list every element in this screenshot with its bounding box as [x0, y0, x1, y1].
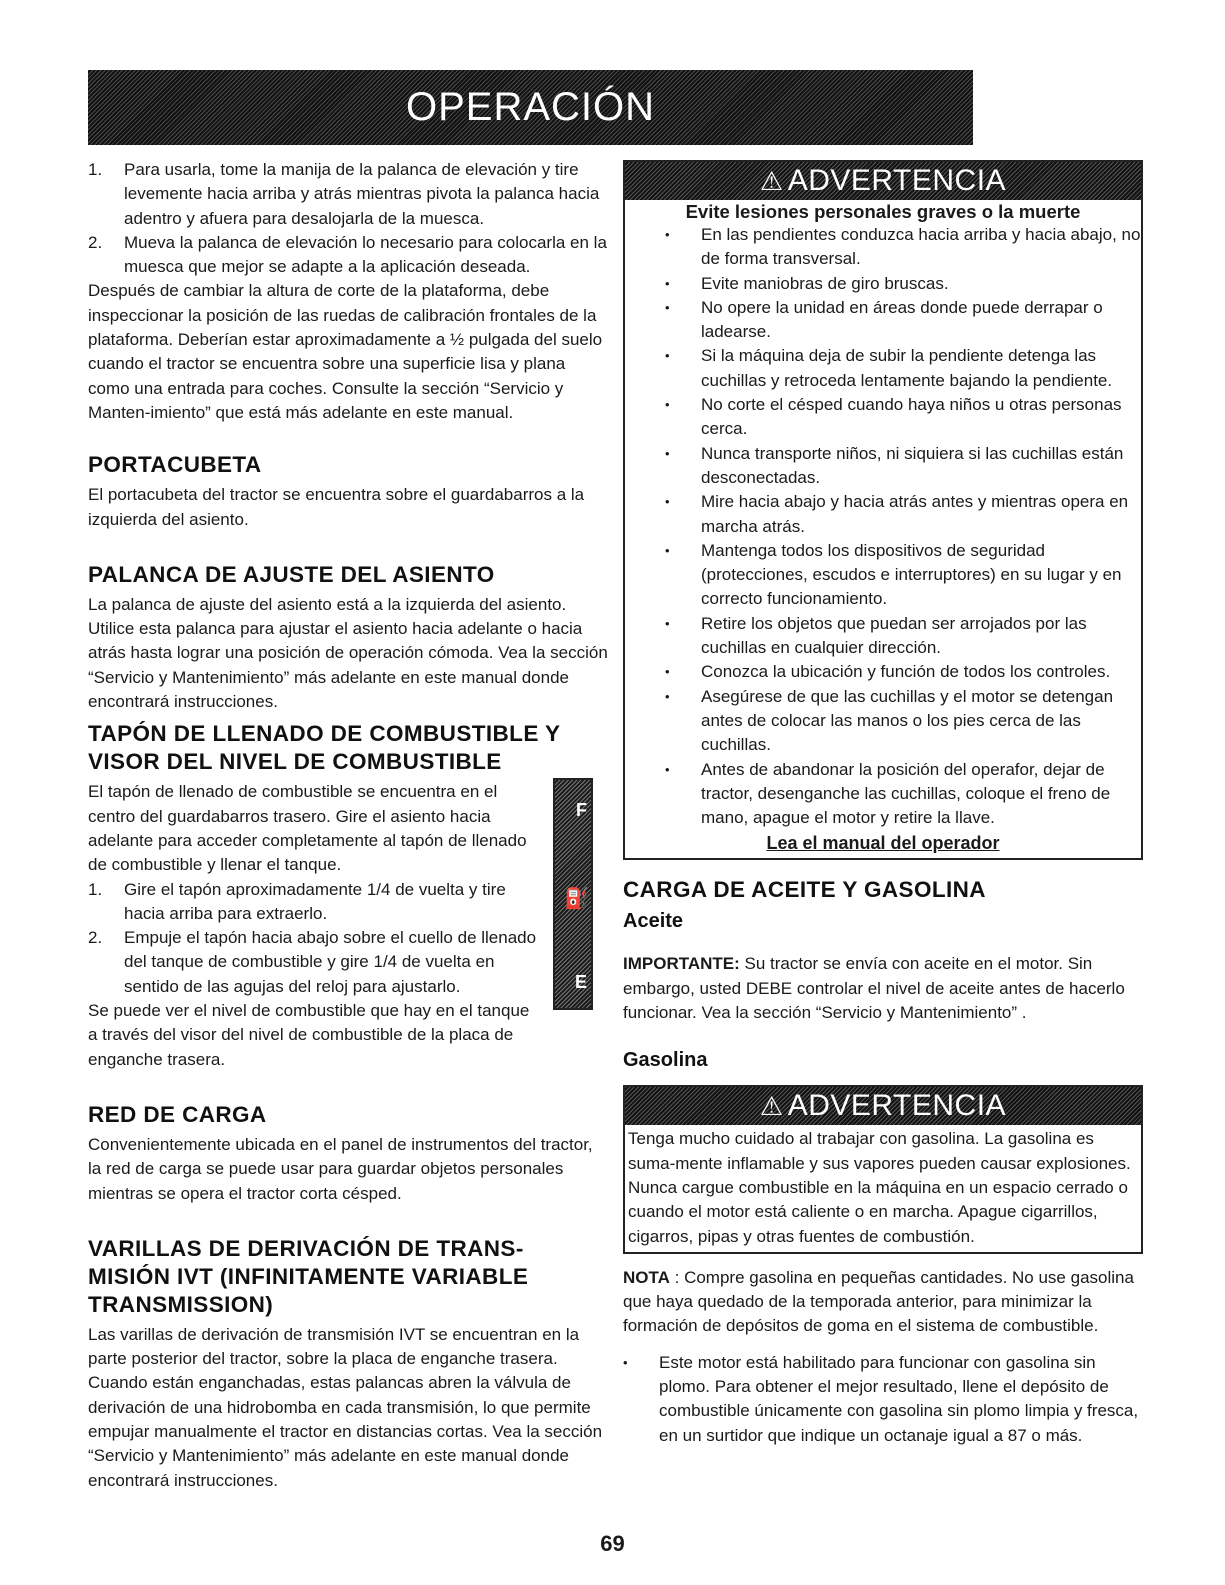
warning-box-gasoline [623, 1085, 1143, 1253]
important-label: IMPORTANTE: [623, 954, 740, 974]
list-item: 2. Mueva la palanca de elevación lo necesario para colocarla en la muesca que mejor se adapte a la aplicación deseada. [88, 232, 607, 277]
paragraph: NOTA : Compre gasolina en pequeñas cantidades. No use gasolina que haya quedado de la temporada anterior, para minimizar la formación de depósitos de goma en el sistema de combustible. [623, 1267, 1134, 1336]
warning-footer: Lea el manual del operador [766, 833, 1000, 854]
list-item: • Mantenga todos los dispositivos de seguridad (protecciones, escudos e interruptores) en su lugar y en correcto funcionamiento. [665, 539, 1141, 612]
list-item: • No opere la unidad en áreas donde puede derrapar o ladearse. [665, 296, 1141, 345]
list-item: • Nunca transporte niños, ni siquiera si las cuchillas están desconectadas. [665, 442, 1141, 491]
warning-header: ⚠ ADVERTENCIA [625, 162, 1141, 200]
paragraph: El portacubeta del tractor se encuentra sobre el guardabarros a la izquierda del asiento. [88, 485, 585, 529]
paragraph: IMPORTANTE: Su tractor se envía con aceite en el motor. Sin embargo, usted DEBE controlar el nivel de aceite antes de hacerlo funcionar. Vea la sección “Servicio y Mantenimiento” . [623, 954, 1125, 1023]
section-title: OPERACIÓN [405, 85, 656, 129]
full-mark: F [576, 800, 587, 820]
lift-steps [88, 158, 608, 279]
paragraph: Después de cambiar la altura de corte de la plataforma, debe inspeccionar la posición de las ruedas de calibración frontales de la plataforma. Deberían estar aproximadamente a ½ pulgada del suelo cuando el tractor se encuentra sobre una superficie lisa y plana como una entrada para coches. Consulte la sección “Servicio y Manten-imiento” que está más adelante en este manual. [88, 281, 603, 422]
heading-palanca: PALANCA DE AJUSTE DEL ASIENTO [88, 561, 495, 587]
heading-tapon: TAPÓN DE LLENADO DE COMBUSTIBLE Y VISOR DEL NIVEL DE COMBUSTIBLE [88, 721, 560, 775]
paragraph: Las varillas de derivación de transmisión IVT se encuentran en la parte posterior del tractor, sobre la placa de enganche trasera. Cuando están enganchadas, estas palancas abren la válvula de derivación de una hidrobomba en cada transmisión, lo que permite empujar manualmente el tractor en distancias cortas. Vea la sección “Servicio y Mantenimiento” más adelante en este manual donde encontrará instrucciones. [88, 1324, 603, 1490]
list-item: 1. Gire el tapón aproximadamente 1/4 de vuelta y tire hacia arriba para extraerlo. [88, 879, 506, 923]
list-item: • Evite maniobras de giro bruscas. [665, 272, 1141, 296]
fuel-gauge-image [553, 778, 593, 1010]
list-item: • Este motor está habilitado para funcionar con gasolina sin plomo. Para obtener el mejor resultado, llene el depósito de combustible únicamente con gasolina sin plomo limpia y fresca, en un surtidor que indique un octanaje igual a 87 o más. [623, 1351, 1143, 1448]
list-item: • No corte el césped cuando haya niños u otras personas cerca. [665, 393, 1141, 442]
warning-triangle-icon: ⚠ [759, 1091, 784, 1122]
list-item: • Retire los objetos que puedan ser arrojados por las cuchillas en cualquier dirección. [665, 612, 1141, 661]
warning-header: ⚠ ADVERTENCIA [625, 1087, 1141, 1125]
tapon-steps [88, 878, 543, 999]
list-item: • Antes de abandonar la posición del operafor, dejar de tractor, desenganche las cuchillas, coloque el freno de mano, apague el motor y retire la llave. [665, 758, 1141, 831]
fuel-pump-icon: ⛽ [564, 888, 589, 910]
warning-text: Tenga mucho cuidado al trabajar con gasolina. La gasolina es suma-mente inflamable y sus vapores pueden causar explosiones. Nunca cargue combustible en la máquina en un espacio cerrado o cuando el motor está caliente o en marcha. Apague cigarrillos, cigarros, pipas y otras fuentes de combustión. [628, 1129, 1131, 1246]
empty-mark: E [574, 972, 587, 992]
list-item: • Si la máquina deja de subir la pendiente detenga las cuchillas y retroceda lentamente bajando la pendiente. [665, 344, 1141, 393]
heading-carga: CARGA DE ACEITE Y GASOLINA [623, 877, 986, 903]
paragraph: El tapón de llenado de combustible se encuentra en el centro del guardabarros trasero. Gire el asiento hacia adelante para acceder completamente al tapón de llenado de combustible y llenar el tanque. [88, 782, 527, 875]
list-item: 1. Para usarla, tome la manija de la palanca de elevación y tire levemente hacia arriba y atrás mientras pivota la palanca hacia adentro y afuera para desalojarla de la muesca. [88, 160, 600, 228]
warning-list [625, 223, 1141, 830]
right-column [623, 160, 1143, 1448]
list-item: 2. Empuje el tapón hacia abajo sobre el cuello de llenado del tanque de combustible y gire 1/4 de vuelta en sentido de las agujas del reloj para ajustarlo. [88, 928, 537, 996]
warning-triangle-icon: ⚠ [759, 165, 784, 196]
paragraph: Se puede ver el nivel de combustible que hay en el tanque a través del visor del nivel de combustible de la placa de enganche trasera. [88, 1001, 530, 1069]
paragraph: La palanca de ajuste del asiento está a la izquierda del asiento. Utilice esta palanca para ajustar el asiento hacia adelante o hacia atrás hasta lograr una posición de operación cómoda. Vea la sección “Servicio y Mantenimiento” más adelante en este manual donde encontrará instrucciones. [88, 594, 608, 712]
left-column [88, 158, 608, 1493]
warning-subtitle: Evite lesiones personales graves o la muerte [685, 201, 1081, 222]
section-banner [88, 70, 973, 145]
heading-gasolina: Gasolina [623, 1049, 708, 1072]
nota-label: NOTA [623, 1267, 670, 1287]
warning-box [623, 160, 1143, 860]
paragraph: Convenientemente ubicada en el panel de instrumentos del tractor, la red de carga se puede usar para guardar objetos personales mientras se opera el tractor corta césped. [88, 1134, 593, 1203]
heading-portacubeta: PORTACUBETA [88, 452, 262, 478]
list-item: • Mire hacia abajo y hacia atrás antes y mientras opera en marcha atrás. [665, 490, 1141, 539]
heading-aceite: Aceite [623, 910, 684, 933]
list-item: • Asegúrese de que las cuchillas y el motor se detengan antes de colocar las manos o los pies cerca de las cuchillas. [665, 685, 1141, 758]
page-number: 69 [600, 1531, 625, 1556]
gasoline-list [623, 1351, 1143, 1448]
list-item: • En las pendientes conduzca hacia arriba y hacia abajo, no de forma transversal. [665, 223, 1141, 272]
heading-red: RED DE CARGA [88, 1101, 267, 1127]
heading-varillas: VARILLAS DE DERIVACIÓN DE TRANS-MISIÓN IVT (INFINITAMENTE VARIABLE TRANSMISSION) [88, 1235, 529, 1317]
list-item: • Conozca la ubicación y función de todos los controles. [665, 660, 1141, 684]
